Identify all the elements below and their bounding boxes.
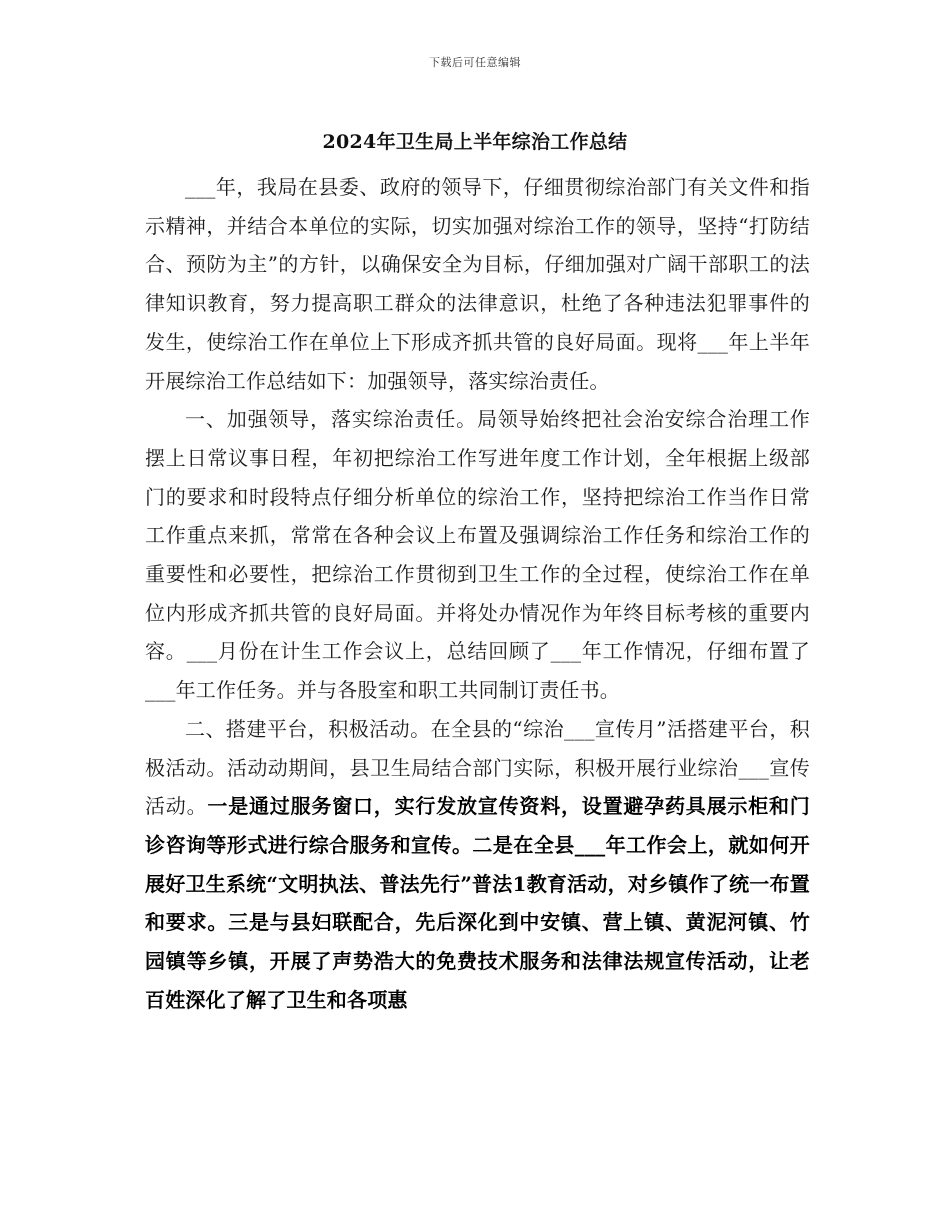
header-note: 下载后可任意编辑 — [429, 56, 521, 69]
paragraph-section-two-bold-text: 一是通过服务窗口，实行发放宣传资料，设置避孕药具展示柜和门诊咨询等形式进行综合服务和宣传。二是在全县___年工作会上，就如何开展好卫生系统“文明执法、普法先行”普法1教育活动，对乡镇作了统一布置和要求。三是与县妇联配合，先后深化到中安镇、营上镇、黄泥河镇、竹园镇等乡镇，开展了声势浩大的免费技术服务和法律法规宣传活动，让老百姓深化了解了卫生和各项惠 — [145, 794, 810, 1012]
paragraph-section-one-text: 一、加强领导，落实综治责任。局领导始终把社会治安综合治理工作摆上日常议事日程，年初把综治工作写进年度工作计划，全年根据上级部门的要求和时段特点仔细分析单位的综治工作，坚持把综治工作当作日常工作重点来抓，常常在各种会议上布置及强调综治工作任务和综治工作的重要性和必要性，把综治工作贯彻到卫生工作的全过程，使综治工作在单位内形成齐抓共管的良好局面。并将处办情况作为年终目标考核的重要内容。___月份在计生工作会议上，总结回顾了___年工作情况，仔细布置了___年工作任务。并与各股室和职工共同制订责任书。 — [145, 407, 810, 703]
paragraph-intro-text: ___年，我局在县委、政府的领导下，仔细贯彻综治部门有关文件和指示精神，并结合本单位的实际，切实加强对综治工作的领导，坚持“打防结合、预防为主”的方针，以确保安全为目标，仔细加强对广阔干部职工的法律知识教育，努力提高职工群众的法律意识，杜绝了各种违法犯罪事件的发生，使综治工作在单位上下形成齐抓共管的良好局面。现将___年上半年开展综治工作总结如下：加强领导，落实综治责任。 — [145, 175, 810, 393]
document-body — [145, 168, 810, 1019]
paragraph-section-two — [145, 710, 810, 1020]
paragraph-section-two-text: 二、搭建平台，积极活动。在全县的“综治___宣传月”活搭建平台，积极活动。活动动期间，县卫生局结合部门实际，积极开展行业综治___宣传活动。 — [145, 716, 810, 819]
paragraph-intro — [145, 168, 810, 400]
paragraph-section-one — [145, 400, 810, 710]
document-title: 2024年卫生局上半年综治工作总结 — [322, 131, 628, 153]
